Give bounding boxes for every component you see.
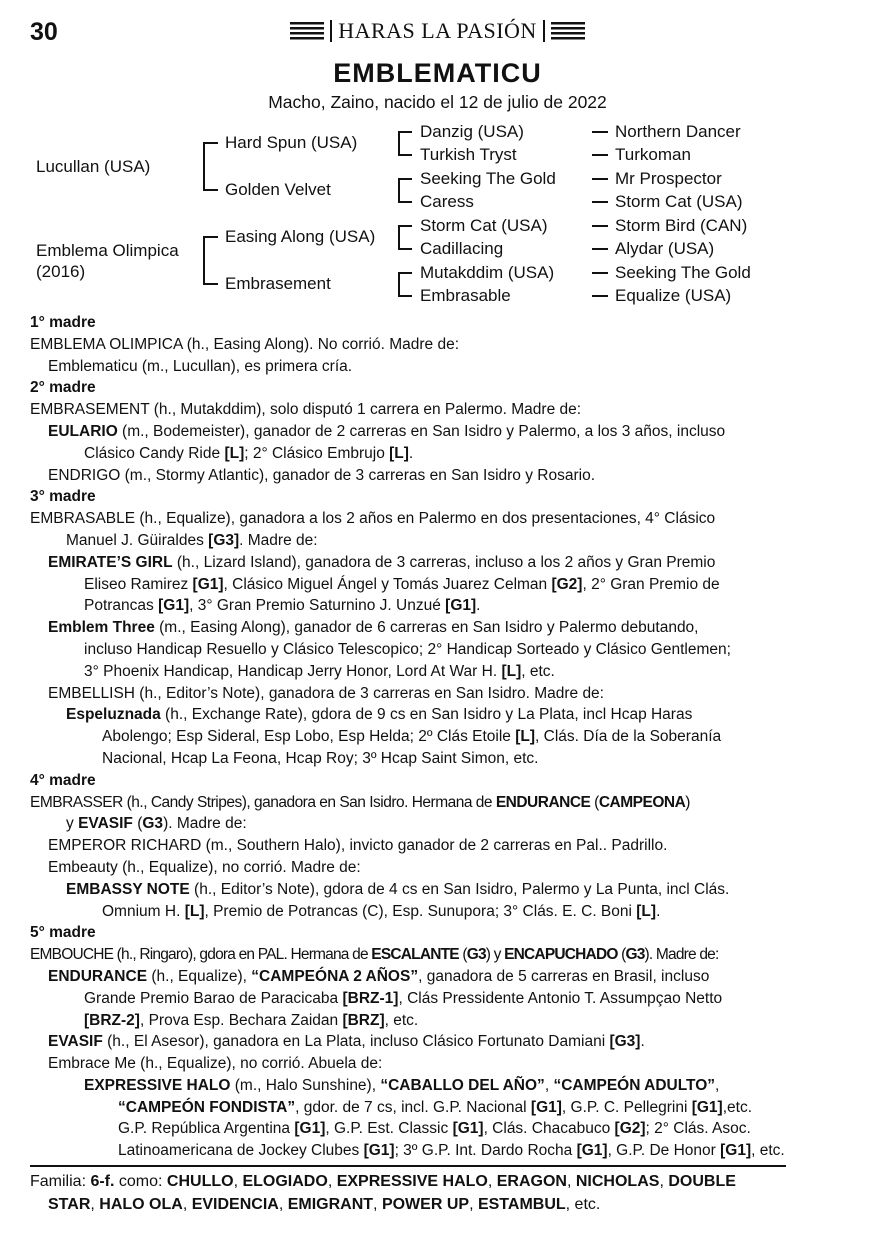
record-line <box>30 661 790 683</box>
pedigree-gen3: Caress <box>420 192 474 211</box>
record-text: Potrancas <box>84 597 159 615</box>
family-como: como: <box>114 1173 167 1190</box>
record-line: Nacional, Hcap La Feona, Hcap Roy; 3º Hcap Saint Simon, etc. <box>102 749 539 767</box>
family-number: 6-f. <box>90 1173 115 1190</box>
pedigree-gen4: Storm Bird (CAN) <box>615 216 748 235</box>
bracket-line <box>398 272 400 296</box>
record-text: ( <box>132 815 143 833</box>
grade-badge: [L] <box>224 444 245 462</box>
record-text: Grande Premio Barao de Paracicaba <box>84 989 343 1007</box>
pedigree-gen3: Embrasable <box>420 286 511 305</box>
family-horse: NICHOLAS <box>575 1173 660 1190</box>
family-horse: DOUBLE <box>668 1173 736 1190</box>
grade-badge: [G1] <box>530 1098 562 1116</box>
pedigree-gen3: Danzig (USA) <box>420 122 524 141</box>
record-line: incluso Handicap Resuello y Clásico Telescopico; 2° Handicap Sorteado y Clásico Gentlemen; <box>84 640 731 658</box>
horse-name-bold: EMIRATE’S GIRL <box>48 553 173 571</box>
record-text: ) y <box>485 946 505 964</box>
record-line <box>30 574 790 596</box>
grade-badge: [G1] <box>720 1142 752 1160</box>
record-text: , <box>544 1076 554 1094</box>
record-text: Latinoamericana de Jockey Clubes <box>118 1142 364 1160</box>
record-line <box>30 792 790 814</box>
grade-badge: [G1] <box>576 1142 608 1160</box>
record-text: , etc. <box>384 1011 419 1029</box>
record-line <box>30 1031 790 1053</box>
record-line <box>30 944 790 966</box>
championship-title: “CAMPEÓN ADULTO” <box>553 1076 716 1094</box>
grade-badge: [BRZ-2] <box>84 1011 140 1029</box>
dash-line <box>592 225 608 227</box>
record-text: ; 3º G.P. Int. Dardo Rocha <box>394 1142 577 1160</box>
record-text: . Madre de: <box>239 531 318 549</box>
family-label: Familia: <box>30 1173 91 1190</box>
section-heading: 1° madre <box>30 314 96 331</box>
record-line <box>30 1010 790 1032</box>
horse-subtitle: Macho, Zaino, nacido el 12 de julio de 2022 <box>268 92 607 112</box>
record-line <box>30 879 790 901</box>
record-text: . <box>640 1033 645 1051</box>
brand-name: HARAS LA PASIÓN <box>338 18 537 43</box>
record-text: , 2° Gran Premio de <box>582 575 720 593</box>
pedigree-gen3: Storm Cat (USA) <box>420 216 548 235</box>
bracket-line <box>203 283 218 285</box>
record-line <box>30 421 790 443</box>
grade-badge: [G1] <box>158 597 190 615</box>
dash-line <box>592 248 608 250</box>
record-line <box>30 552 790 574</box>
grade-badge: G3 <box>142 815 164 833</box>
record-line <box>30 1097 790 1119</box>
record-line <box>30 704 790 726</box>
section-heading: 4° madre <box>30 771 96 789</box>
record-text: , gdor. de 7 cs, incl. G.P. Nacional <box>295 1098 531 1116</box>
horse-name-bold: EXPRESSIVE HALO <box>84 1076 231 1094</box>
record-text: ( <box>590 793 599 811</box>
pedigree-dam-year: (2016) <box>36 262 86 281</box>
bracket-line <box>398 201 412 203</box>
grade-badge: [L] <box>636 902 657 920</box>
grade-badge: [BRZ-1] <box>342 989 399 1007</box>
pedigree-sire: Lucullan (USA) <box>36 157 151 176</box>
pedigree-gen2: Easing Along (USA) <box>225 227 376 246</box>
section-heading: 3° madre <box>30 488 96 506</box>
family-horse: STAR <box>48 1196 91 1213</box>
pedigree-dam: Emblema Olimpica <box>36 241 179 260</box>
dash-line <box>592 295 608 297</box>
pedigree-gen4: Mr Prospector <box>615 169 722 188</box>
grade-badge: [G1] <box>363 1142 395 1160</box>
family-horse: ERAGON <box>496 1173 567 1190</box>
record-text: EMBRASSER (h., Candy Stripes), ganadora en San Isidro. Hermana de <box>30 793 496 811</box>
bracket-line <box>398 131 400 155</box>
pedigree-gen4: Alydar (USA) <box>615 239 715 258</box>
record-text: (m., Bodemeister), ganador de 2 carreras en San Isidro y Palermo, a los 3 años, incluso <box>117 422 726 440</box>
pedigree-gen4: Storm Cat (USA) <box>615 192 743 211</box>
record-line <box>30 901 790 923</box>
record-text: (m., Halo Sunshine), <box>230 1076 381 1094</box>
horse-name-bold: EMBASSY NOTE <box>66 880 190 898</box>
brand-divider-right-icon <box>543 20 546 42</box>
record-text: (h., Equalize), <box>147 967 252 985</box>
bracket-line <box>203 142 218 144</box>
record-line: EMBRASABLE (h., Equalize), ganadora a los 2 años en Palermo en dos presentaciones, 4° Clásico <box>30 510 716 528</box>
horse-name-bold: ENDURANCE <box>495 793 591 811</box>
record-line: EMBLEMA OLIMPICA (h., Easing Along). No corrió. Madre de: <box>30 335 460 353</box>
record-text: , Clás. Día de la Soberanía <box>535 728 722 746</box>
family-horse: EXPRESSIVE HALO <box>336 1173 488 1190</box>
brand-bars-left-icon <box>290 22 324 40</box>
bracket-line <box>398 225 400 249</box>
grade-badge: [BRZ] <box>342 1011 385 1029</box>
bracket-line <box>398 248 412 250</box>
record-line: Emblematicu (m., Lucullan), es primera cría. <box>48 357 353 375</box>
horse-name-bold: CAMPEONA <box>598 793 686 811</box>
record-text: , <box>715 1076 720 1094</box>
brand-divider-left-icon <box>330 20 333 42</box>
page-number: 30 <box>30 18 58 46</box>
pedigree-gen3: Turkish Tryst <box>420 145 517 164</box>
record-text: ( <box>458 946 467 964</box>
dash-line <box>592 131 608 133</box>
grade-badge: [L] <box>389 444 409 462</box>
record-line: ENDRIGO (m., Stormy Atlantic), ganador de 3 carreras en San Isidro y Rosario. <box>48 466 596 484</box>
bracket-line <box>203 142 205 189</box>
grade-badge: [L] <box>515 728 536 746</box>
record-line <box>30 1140 790 1162</box>
family-horse: ELOGIADO <box>242 1173 328 1190</box>
grade-badge: [G1] <box>452 1120 484 1138</box>
record-text: ; 2° Clásico Embrujo <box>244 444 390 462</box>
pedigree-gen2: Hard Spun (USA) <box>225 133 358 152</box>
record-text: G.P. República Argentina <box>118 1120 295 1138</box>
produce-record <box>30 312 790 1162</box>
record-line <box>30 966 790 988</box>
horse-name: EMBLEMATICU <box>333 58 542 88</box>
section-heading: 5° madre <box>30 924 96 942</box>
family-section <box>30 1170 736 1216</box>
record-text: , Clás Pressidente Antonio T. Assumpçao Netto <box>398 989 723 1007</box>
pedigree-gen4: Seeking The Gold <box>615 263 751 282</box>
record-text: , 3° Gran Premio Saturnino J. Unzué <box>189 597 446 615</box>
pedigree-gen3: Cadillacing <box>420 239 504 258</box>
record-text: (h., Exchange Rate), gdora de 9 cs en San Isidro y La Plata, incl Hcap Haras <box>160 706 693 724</box>
horse-name-bold: ENDURANCE <box>48 967 148 985</box>
record-line <box>30 617 790 639</box>
record-line <box>30 443 790 465</box>
record-text: . <box>476 597 481 615</box>
horse-name-bold: EVASIF <box>78 815 133 833</box>
dash-line <box>592 178 608 180</box>
bracket-line <box>203 189 218 191</box>
brand-header <box>0 18 875 45</box>
grade-badge: [G3] <box>609 1033 641 1051</box>
record-text: , G.P. De Honor <box>607 1142 721 1160</box>
family-line: STAR, HALO OLA, EVIDENCIA, EMIGRANT, POWER UP, ESTAMBUL, etc. <box>48 1196 601 1213</box>
record-text: Clásico Candy Ride <box>84 444 225 462</box>
brand-bars-right-icon <box>551 22 585 40</box>
record-text: , Clásico Miguel Ángel y Tomás Juarez Celman <box>223 575 552 593</box>
pedigree-gen4: Turkoman <box>615 145 691 164</box>
grade-badge: [G3] <box>208 531 240 549</box>
championship-title: “CAMPEÓNA 2 AÑOS” <box>251 967 419 985</box>
record-text: , G.P. C. Pellegrini <box>561 1098 692 1116</box>
pedigree-gen2: Embrasement <box>225 274 331 293</box>
record-text: Omnium H. <box>102 902 185 920</box>
record-text: (h., Lizard Island), ganadora de 3 carreras, incluso a los 2 años y Gran Premio <box>172 553 716 571</box>
record-text: , Premio de Potrancas (C), Esp. Sunupora; 3° Clás. E. C. Boni <box>204 902 637 920</box>
dash-line <box>592 154 608 156</box>
grade-badge: [G2] <box>551 575 583 593</box>
brand-logo <box>290 18 586 44</box>
family-line: Familia: 6-f. como: CHULLO, ELOGIADO, EXPRESSIVE HALO, ERAGON, NICHOLAS, DOUBLE <box>30 1173 736 1190</box>
horse-name-bold: ENCAPUCHADO <box>504 946 618 964</box>
family-horse: POWER UP <box>381 1196 470 1213</box>
record-line: EMBRASEMENT (h., Mutakddim), solo disputó 1 carrera en Palermo. Madre de: <box>30 401 582 419</box>
record-line: EMBELLISH (h., Editor’s Note), ganadora de 3 carreras en San Isidro. Madre de: <box>48 684 604 702</box>
family-horse: EMIGRANT <box>287 1196 374 1213</box>
championship-title: “CABALLO DEL AÑO” <box>380 1076 545 1094</box>
family-horse: CHULLO <box>166 1173 234 1190</box>
record-line: EMPEROR RICHARD (m., Southern Halo), invicto ganador de 2 carreras en Pal.. Padrillo. <box>48 837 668 855</box>
record-text: ; 2° Clás. Asoc. <box>645 1120 751 1138</box>
bracket-line <box>398 178 400 202</box>
dash-line <box>592 201 608 203</box>
grade-badge: G3 <box>625 946 645 964</box>
record-line <box>30 530 790 552</box>
bracket-line <box>398 178 412 180</box>
family-divider <box>30 1165 786 1167</box>
record-text: (h., Editor’s Note), gdora de 4 cs en San Isidro, Palermo y La Punta, incl Clás. <box>189 880 730 898</box>
pedigree-gen3: Mutakddim (USA) <box>420 263 555 282</box>
record-text: , ganadora de 5 carreras en Brasil, incluso <box>418 967 710 985</box>
record-text: (h., El Asesor), ganadora en La Plata, incluso Clásico Fortunato Damiani <box>102 1033 610 1051</box>
record-text: 3° Phoenix Handicap, Handicap Jerry Honor, Lord At War H. <box>84 662 502 680</box>
record-line <box>30 1075 790 1097</box>
record-text: , Prova Esp. Bechara Zaidan <box>139 1011 343 1029</box>
record-text: Manuel J. Güiraldes <box>66 531 209 549</box>
horse-name-bold: Espeluznada <box>66 706 161 724</box>
record-text: , etc. <box>751 1142 785 1160</box>
record-text: ). Madre de: <box>644 946 719 964</box>
record-text: , Clás. Chacabuco <box>483 1120 615 1138</box>
dash-line <box>592 272 608 274</box>
record-line: Embrace Me (h., Equalize), no corrió. Abuela de: <box>48 1055 383 1073</box>
record-text: , etc. <box>521 662 555 680</box>
section-heading: 2° madre <box>30 379 96 397</box>
record-text: y <box>66 815 79 833</box>
pedigree-gen4: Equalize (USA) <box>615 286 732 305</box>
record-text: ) <box>685 793 690 811</box>
bracket-line <box>398 295 412 297</box>
record-line <box>30 813 790 835</box>
record-line <box>30 726 790 748</box>
championship-title: “CAMPEÓN FONDISTA” <box>118 1098 296 1116</box>
bracket-line <box>398 131 412 133</box>
family-horse: HALO OLA <box>99 1196 183 1213</box>
family-horse: ESTAMBUL <box>477 1196 566 1213</box>
record-text: ). Madre de: <box>163 815 247 833</box>
record-line <box>30 1118 790 1140</box>
record-text: (m., Easing Along), ganador de 6 carreras en San Isidro y Palermo debutando, <box>154 619 699 637</box>
grade-badge: [G2] <box>614 1120 646 1138</box>
horse-name-bold: EVASIF <box>48 1033 103 1051</box>
grade-badge: [G1] <box>192 575 224 593</box>
bracket-line <box>398 154 412 156</box>
bracket-line <box>203 236 218 238</box>
record-line <box>30 988 790 1010</box>
horse-name-bold: EULARIO <box>48 422 118 440</box>
horse-name-bold: ESCALANTE <box>371 946 459 964</box>
family-horse: EVIDENCIA <box>191 1196 279 1213</box>
family-etc: , etc. <box>565 1196 601 1213</box>
record-text: ( <box>617 946 626 964</box>
pedigree-gen2: Golden Velvet <box>225 180 331 199</box>
grade-badge: [L] <box>501 662 522 680</box>
grade-badge: [G1] <box>445 597 477 615</box>
bracket-line <box>398 225 412 227</box>
record-text: ,etc. <box>722 1098 753 1116</box>
bracket-line <box>203 236 205 283</box>
grade-badge: G3 <box>466 946 486 964</box>
grade-badge: [G1] <box>294 1120 326 1138</box>
record-text: EMBOUCHE (h., Ringaro), gdora en PAL. Hermana de <box>30 946 372 964</box>
horse-name-bold: Emblem Three <box>48 619 155 637</box>
record-line <box>30 595 790 617</box>
grade-badge: [L] <box>184 902 205 920</box>
record-text: Abolengo; Esp Sideral, Esp Lobo, Esp Helda; 2º Clás Etoile <box>102 728 516 746</box>
record-text: . <box>656 902 661 920</box>
pedigree-gen3: Seeking The Gold <box>420 169 556 188</box>
grade-badge: [G1] <box>691 1098 723 1116</box>
pedigree-gen4: Northern Dancer <box>615 122 741 141</box>
record-text: , G.P. Est. Classic <box>325 1120 453 1138</box>
record-text: Eliseo Ramirez <box>84 575 193 593</box>
bracket-line <box>398 272 412 274</box>
record-text: . <box>408 444 414 462</box>
record-line: Embeauty (h., Equalize), no corrió. Madre de: <box>48 858 361 876</box>
